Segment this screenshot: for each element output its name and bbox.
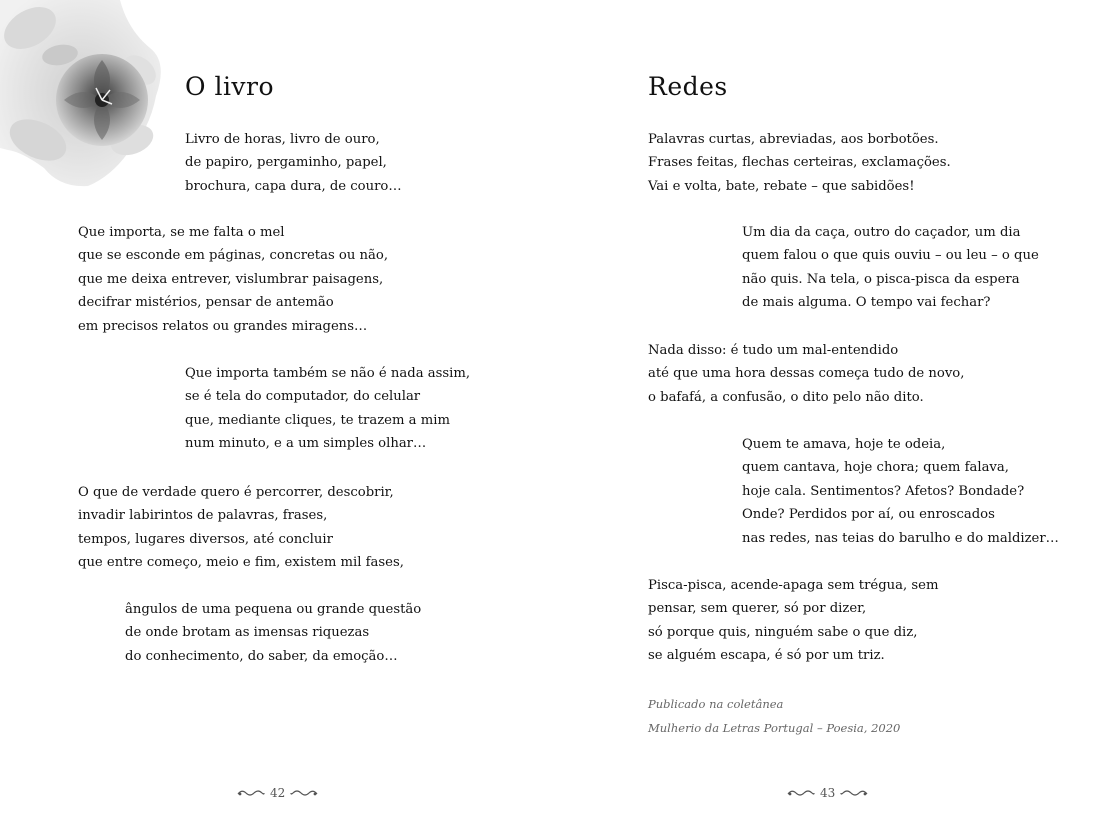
scroll-ornament-icon bbox=[786, 788, 816, 798]
poem-line: Vai e volta, bate, rebate – que sabidões! bbox=[648, 178, 915, 194]
poem-line: o bafafá, a confusão, o dito pelo não dito. bbox=[648, 389, 924, 405]
poem-line: de mais alguma. O tempo vai fechar? bbox=[742, 295, 991, 311]
stanza-2 bbox=[742, 221, 1039, 315]
poem-line: Que importa também se não é nada assim, bbox=[185, 366, 471, 381]
poem-line: nas redes, nas teias do barulho e do maldizer… bbox=[742, 530, 1059, 546]
poem-line: que me deixa entrever, vislumbrar paisagens, bbox=[78, 271, 384, 287]
poem-line: Onde? Perdidos por aí, ou enroscados bbox=[742, 507, 995, 523]
stanza-1 bbox=[648, 128, 951, 198]
poem-title-redes: Redes bbox=[648, 72, 728, 101]
scroll-ornament-icon bbox=[839, 788, 869, 798]
poem-line: Que importa, se me falta o mel bbox=[78, 225, 285, 240]
stanza-4 bbox=[78, 481, 404, 575]
scroll-ornament-icon bbox=[236, 788, 266, 798]
poem-line: invadir labirintos de palavras, frases, bbox=[78, 508, 328, 524]
stanza-4 bbox=[742, 433, 1059, 550]
poem-line: Nada disso: é tudo um mal-entendido bbox=[648, 343, 899, 358]
poem-line: quem cantava, hoje chora; quem falava, bbox=[742, 460, 1009, 476]
poem-line: do conhecimento, do saber, da emoção… bbox=[125, 648, 398, 664]
stanza-3 bbox=[185, 362, 470, 456]
stanza-3 bbox=[648, 339, 964, 409]
poem-line: em precisos relatos ou grandes miragens… bbox=[78, 318, 368, 334]
poem-line: até que uma hora dessas começa tudo de novo, bbox=[648, 366, 965, 382]
poem-line: Livro de horas, livro de ouro, bbox=[185, 132, 380, 147]
poem-line: que, mediante cliques, te trazem a mim bbox=[185, 412, 450, 428]
stanza-2 bbox=[78, 221, 388, 338]
poem-line: Palavras curtas, abreviadas, aos borbotões. bbox=[648, 132, 939, 147]
poem-line: hoje cala. Sentimentos? Afetos? Bondade? bbox=[742, 483, 1025, 499]
publication-credit bbox=[648, 692, 900, 740]
poem-line: pensar, sem querer, só por dizer, bbox=[648, 601, 867, 617]
poem-line: quem falou o que quis ouviu – ou leu – o que bbox=[742, 248, 1039, 264]
poem-line: de onde brotam as imensas riquezas bbox=[125, 625, 370, 641]
poem-line: que entre começo, meio e fim, existem mil fases, bbox=[78, 555, 404, 571]
credit-line: Publicado na coletânea bbox=[648, 697, 784, 711]
poem-line: num minuto, e a um simples olhar… bbox=[185, 436, 427, 452]
poem-line: não quis. Na tela, o pisca-pisca da espera bbox=[742, 271, 1020, 287]
poem-line: ângulos de uma pequena ou grande questão bbox=[125, 602, 422, 617]
poem-line: brochura, capa dura, de couro… bbox=[185, 178, 402, 194]
scroll-ornament-icon bbox=[289, 788, 319, 798]
poem-line: Quem te amava, hoje te odeia, bbox=[742, 437, 946, 452]
poem-line: Pisca-pisca, acende-apaga sem trégua, sem bbox=[648, 578, 939, 593]
credit-line: Mulherio da Letras Portugal – Poesia, 2020 bbox=[648, 721, 901, 735]
poem-line: se alguém escapa, é só por um triz. bbox=[648, 648, 885, 664]
page-number: 42 bbox=[270, 786, 286, 800]
page-number-left bbox=[236, 786, 319, 800]
poem-line: que se esconde em páginas, concretas ou não, bbox=[78, 248, 389, 264]
poem-line: decifrar mistérios, pensar de antemão bbox=[78, 295, 334, 311]
poem-line: Frases feitas, flechas certeiras, exclamações. bbox=[648, 155, 951, 171]
poem-line: só porque quis, ninguém sabe o que diz, bbox=[648, 624, 918, 640]
poem-title-o-livro: O livro bbox=[185, 72, 275, 101]
poem-line: tempos, lugares diversos, até concluir bbox=[78, 531, 333, 547]
stanza-5 bbox=[125, 598, 421, 668]
page-number-right bbox=[786, 786, 869, 800]
poem-line: se é tela do computador, do celular bbox=[185, 389, 421, 405]
stanza-5 bbox=[648, 574, 938, 668]
poem-line: O que de verdade quero é percorrer, descobrir, bbox=[78, 485, 394, 500]
stanza-1 bbox=[185, 128, 402, 198]
right-page bbox=[550, 0, 1100, 825]
page-number: 43 bbox=[820, 786, 836, 800]
flower-illustration-icon bbox=[0, 0, 165, 190]
poem-line: Um dia da caça, outro do caçador, um dia bbox=[742, 225, 1021, 240]
poem-line: de papiro, pergaminho, papel, bbox=[185, 155, 387, 171]
